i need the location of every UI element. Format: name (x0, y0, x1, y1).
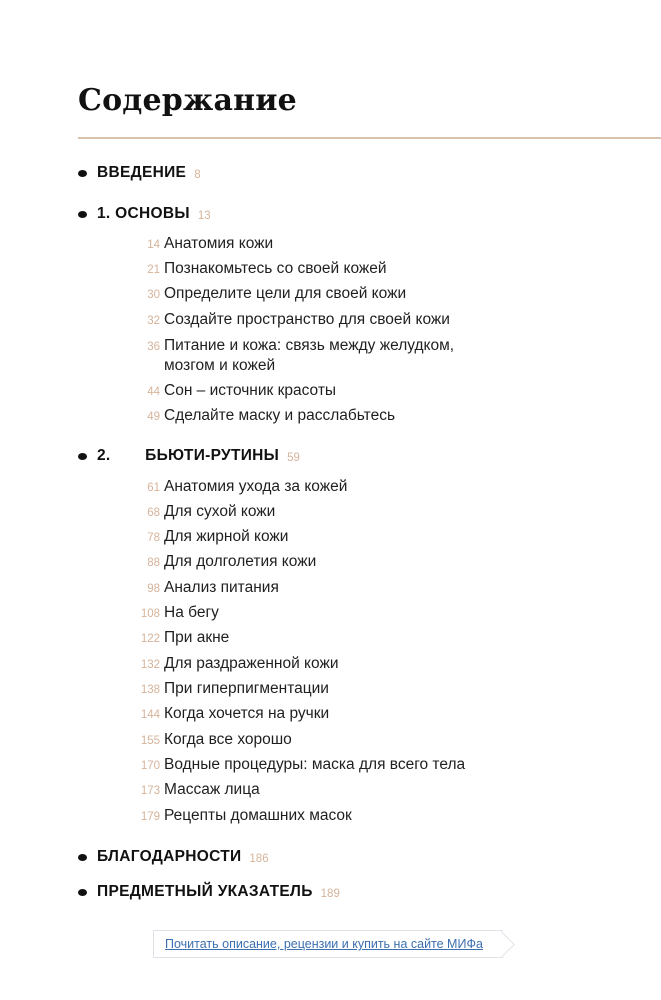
toc-item-title: Анатомия ухода за кожей (164, 478, 348, 495)
toc-item-page: 61 (147, 482, 160, 494)
toc-item-title: При акне (164, 629, 230, 646)
toc-item-title: Для сухой кожи (164, 503, 276, 520)
toc-item-page: 32 (147, 315, 160, 327)
bullet-icon (78, 854, 87, 861)
title-divider (78, 137, 661, 139)
toc-item-title: Сделайте маску и расслабьтесь (164, 407, 396, 424)
toc-item-page: 36 (147, 341, 160, 353)
toc-item-page: 108 (140, 608, 160, 620)
section-page-number: 59 (287, 451, 300, 464)
toc-item-title: Питание и кожа: связь между желудком, мозгом и кожей (164, 337, 455, 374)
toc-item-page: 179 (140, 811, 160, 823)
toc-item-page: 30 (147, 289, 160, 301)
toc-item-page: 49 (147, 411, 160, 423)
toc-item-page: 21 (147, 264, 160, 276)
toc-item-page: 68 (147, 507, 160, 519)
toc-item-page: 144 (140, 709, 160, 721)
toc-item-page: 88 (147, 557, 160, 569)
bullet-icon (78, 211, 87, 218)
toc-item-title: Рецепты домашних масок (164, 807, 352, 824)
section-introduction[interactable] (78, 162, 201, 184)
section-index[interactable] (78, 881, 340, 903)
toc-item-page: 173 (140, 785, 160, 797)
section-title: БЛАГОДАРНОСТИ (97, 848, 242, 865)
toc-item-title: Когда все хорошо (164, 731, 292, 748)
toc-item-title: Создайте пространство для своей кожи (164, 311, 450, 328)
toc-item-title: Анализ питания (164, 579, 279, 596)
toc-item-title: Сон – источник красоты (164, 382, 337, 399)
section-title: ОСНОВЫ (115, 205, 190, 222)
toc-item-title: Для раздраженной кожи (164, 655, 339, 672)
section-page-number: 13 (197, 209, 211, 222)
section-title: БЬЮТИ-РУТИНЫ (145, 447, 280, 464)
toc-item-page: 44 (147, 386, 160, 398)
toc-item-page: 132 (140, 659, 160, 671)
toc-item-page: 138 (140, 684, 160, 696)
toc-item-page: 14 (147, 239, 160, 251)
buy-link[interactable]: Почитать описание, рецензии и купить на сайте МИФа (165, 937, 483, 951)
toc-item-title: Для жирной кожи (164, 528, 289, 545)
toc-item-title: Анатомия кожи (164, 235, 274, 252)
bullet-icon (78, 453, 87, 460)
section-page-number: 189 (320, 887, 340, 900)
bullet-icon (78, 889, 87, 896)
toc-item-title: Массаж лица (164, 781, 260, 798)
toc-item-page: 155 (140, 735, 160, 747)
toc-item-title: Познакомьтесь со своей кожей (164, 260, 387, 277)
buy-link-box[interactable] (153, 930, 503, 958)
bullet-icon (78, 170, 87, 177)
toc-item-page: 170 (140, 760, 160, 772)
toc-item-title: Когда хочется на ручки (164, 705, 330, 722)
page-title: Содержание (78, 83, 297, 118)
section-chapter-2[interactable] (78, 445, 300, 467)
toc-item-title: Определите цели для своей кожи (164, 285, 407, 302)
section-page-number: 8 (194, 168, 201, 181)
section-title: ВВЕДЕНИЕ (97, 164, 187, 181)
toc-item-page: 122 (140, 633, 160, 645)
section-number: 1. (97, 205, 111, 222)
toc-item-title: На бегу (164, 604, 219, 621)
toc-item-page: 78 (147, 532, 160, 544)
toc-item-title: Водные процедуры: маска для всего тела (164, 756, 466, 773)
toc-item-title: При гиперпигментации (164, 680, 329, 697)
toc-item-page: 98 (147, 583, 160, 595)
section-title: ПРЕДМЕТНЫЙ УКАЗАТЕЛЬ (97, 883, 313, 900)
toc-item-title: Для долголетия кожи (164, 553, 317, 570)
section-number: 2. (97, 447, 111, 464)
section-page-number: 186 (249, 852, 269, 865)
section-acknowledgements[interactable] (78, 846, 269, 868)
section-chapter-1[interactable] (78, 203, 211, 225)
